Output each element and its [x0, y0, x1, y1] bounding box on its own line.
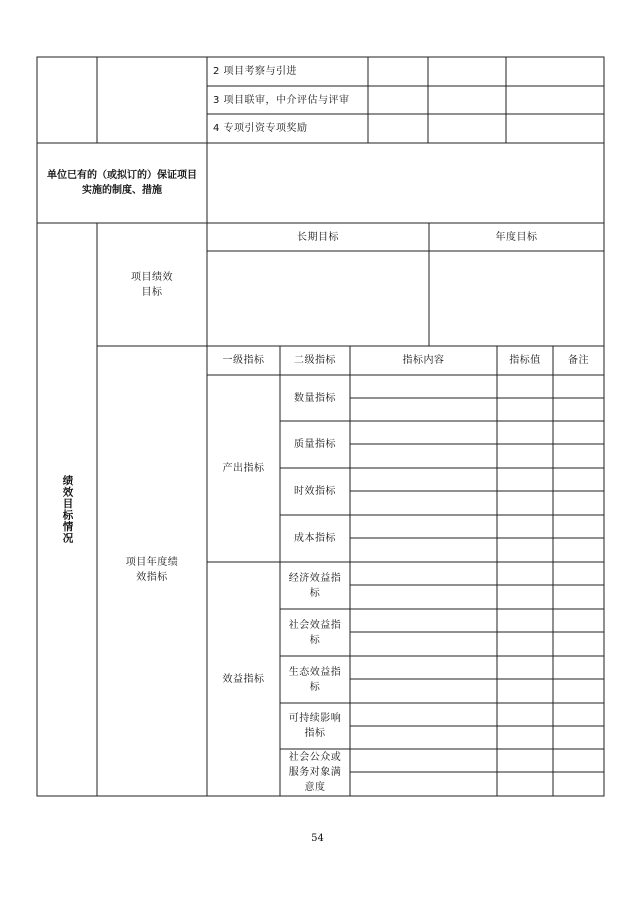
benefit-item-social: 社会效益指标 — [288, 619, 342, 646]
benefit-item-sustainable: 可持续影响指标 — [288, 713, 342, 739]
institution-label: 单位已有的（或拟订的）保证项目实施的制度、措施 — [47, 170, 197, 196]
benefit-item-ecological: 生态效益指标 — [288, 666, 342, 693]
output-item-cost: 成本指标 — [294, 533, 336, 544]
top-row-3-text: 4 专项引资专项奖励 — [213, 123, 308, 134]
indicators-label: 项目年度绩效指标 — [125, 557, 179, 583]
top-row-2-text: 3 项目联审，中介评估与评审 — [213, 94, 350, 106]
output-item-quantity: 数量指标 — [294, 392, 336, 404]
benefit-indicator-label: 效益指标 — [222, 673, 265, 685]
header-content: 指标内容 — [402, 355, 445, 366]
section-label: 绩效目标情况 — [61, 475, 74, 544]
goal-label: 项目绩效目标 — [131, 272, 173, 298]
header-note: 备注 — [568, 355, 589, 366]
output-item-timeliness: 时效指标 — [294, 486, 336, 497]
page-number: 54 — [311, 833, 324, 844]
header-value: 指标值 — [509, 355, 541, 366]
long-term-goal-header: 长期目标 — [297, 231, 339, 243]
header-level1: 一级指标 — [222, 355, 265, 366]
section-label-cell — [37, 223, 97, 796]
top-row-1-text: 2 项目考察与引进 — [213, 66, 298, 77]
benefit-item-economic: 经济效益指标 — [288, 572, 342, 599]
output-item-quality: 质量指标 — [294, 439, 336, 450]
header-level2: 二级指标 — [294, 355, 336, 366]
annual-goal-header: 年度目标 — [495, 231, 538, 243]
benefit-item-satisfaction: 社会公众或服务对象满意度 — [288, 752, 342, 793]
output-indicator-label: 产出指标 — [222, 463, 265, 474]
